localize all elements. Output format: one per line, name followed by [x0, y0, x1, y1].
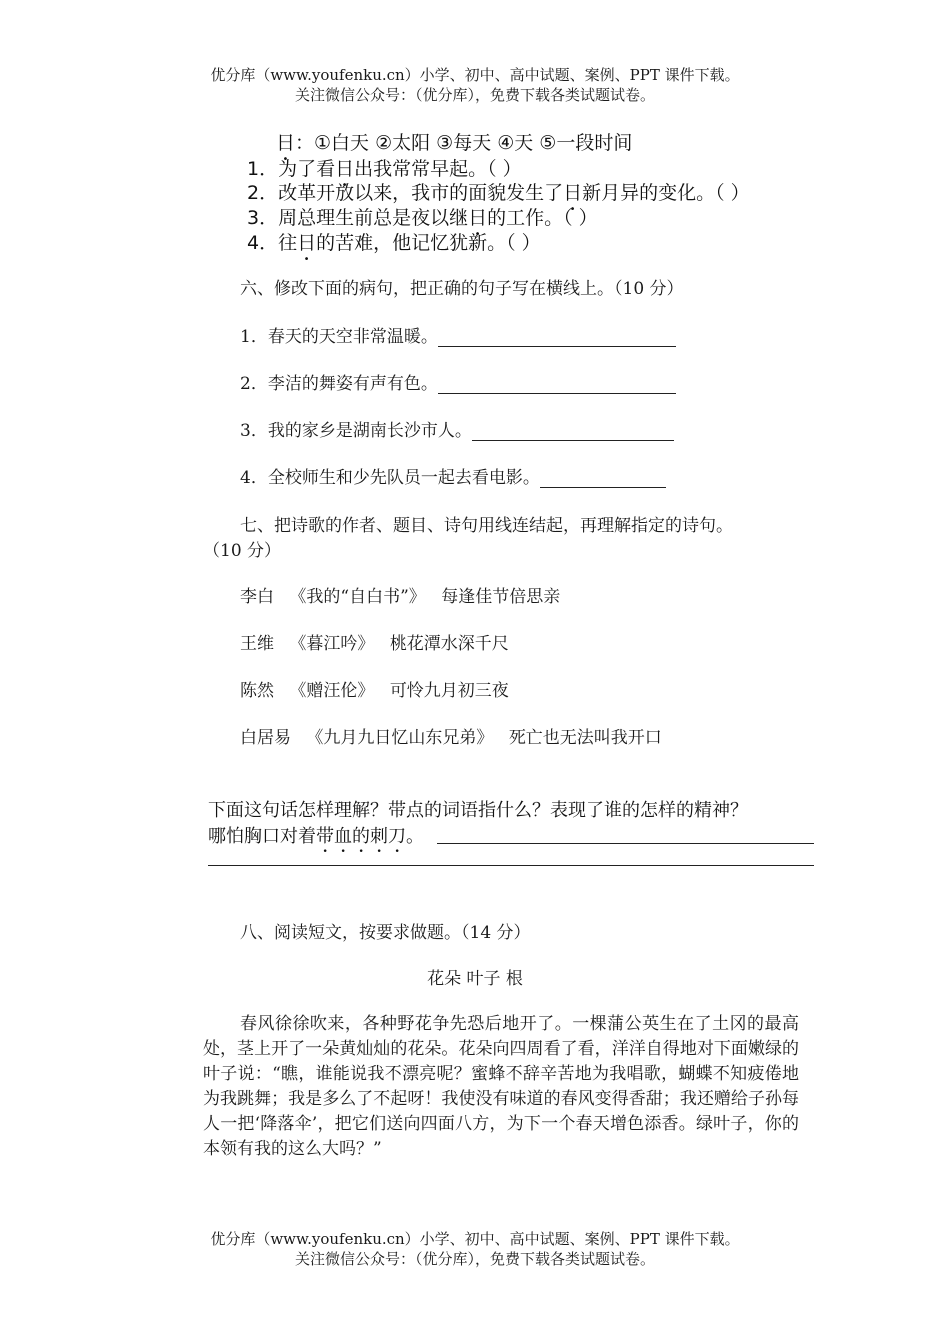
sentence-item: 3．我的家乡是湖南长沙市人。 [240, 416, 674, 441]
section6-title: 六、修改下面的病句，把正确的句子写在横线上。（10 分） [240, 279, 684, 299]
answer-line[interactable] [208, 865, 814, 866]
page-footer-line1: 优分库（www.youfenku.cn）小学、初中、高中试题、案例、PPT 课件下载。 [210, 1230, 740, 1248]
section7-score: （10 分） [203, 541, 282, 561]
poem-author: 白居易 [240, 728, 291, 748]
poem-row [240, 582, 560, 607]
answer-line[interactable] [540, 470, 666, 488]
poem-row [240, 723, 662, 748]
poem-author: 陈然 [240, 681, 274, 701]
poem-author: 王维 [240, 634, 274, 654]
poem-author: 李白 [240, 587, 274, 607]
poem-line: 桃花潭水深千尺 [389, 634, 509, 654]
page-header-line2: 关注微信公众号：（优分库），免费下载各类试题试卷。 [294, 86, 655, 104]
answer-line[interactable] [437, 843, 814, 844]
page-footer-line2: 关注微信公众号：（优分库），免费下载各类试题试卷。 [294, 1250, 655, 1268]
answer-line[interactable] [472, 423, 674, 441]
sentence-item: 2．李洁的舞姿有声有色。 [240, 369, 676, 394]
poem-line: 可怜九月初三夜 [389, 681, 509, 701]
answer-line[interactable] [438, 329, 676, 347]
poem-title: 《赠汪伦》 [289, 681, 375, 701]
target-word: 日 [276, 132, 296, 154]
dotted-words: 带血的刺刀 [316, 826, 406, 847]
meanings-list: ：①白天 ②太阳 ③每天 ④天 ⑤一段时间 [295, 132, 633, 154]
poem-line: 每逢佳节倍思亲 [441, 587, 561, 607]
poem-line: 死亡也无法叫我开口 [508, 728, 662, 748]
quoted-line: 哪怕胸口对着带血的刺刀。 [208, 826, 424, 847]
story-paragraph: 春风徐徐吹来，各种野花争先恐后地开了。一棵蒲公英生在了土冈的最高处，茎上开了一朵黄灿灿的花朵。花朵向四周看了看，洋洋自得地对下面嫩绿的叶子说：“瞧，谁能说我不漂亮呢？蜜蜂不辞辛苦地为我唱歌，蝴蝶不知疲倦地为我跳舞；我是多么了不起呀！我使没有味道的春风变得香甜；我还赠给子孙每人一把‘降落伞’，把它们送向四面八方，为下一个春天增色添香。绿叶子，你的本领有我的这么大吗？” [203, 1014, 799, 1159]
section8-title: 八、阅读短文，按要求做题。（14 分） [240, 923, 531, 943]
poem-row [240, 629, 509, 654]
poem-title: 《九月九日忆山东兄弟》 [306, 728, 494, 748]
poem-row [240, 676, 509, 701]
question-item: 4．往日的苦难，他记忆犹新。（ ） [247, 232, 541, 254]
sentence-item: 4．全校师生和少先队员一起去看电影。 [240, 463, 666, 488]
interpretation-question: 下面这句话怎样理解？带点的词语指什么？表现了谁的怎样的精神？ [208, 800, 748, 821]
question-item: 1．为了看日出我常常早起。（ ） [247, 158, 522, 180]
section7-title: 七、把诗歌的作者、题目、诗句用线连结起，再理解指定的诗句。 [240, 516, 733, 536]
poem-title: 《暮江吟》 [289, 634, 375, 654]
answer-line[interactable] [438, 376, 676, 394]
poem-title: 《我的“自白书”》 [289, 587, 426, 607]
sentence-item: 1．春天的天空非常温暖。 [240, 322, 676, 347]
story-title: 花朵 叶子 根 [427, 969, 523, 989]
page-header-line1: 优分库（www.youfenku.cn）小学、初中、高中试题、案例、PPT 课件下载。 [210, 66, 740, 84]
question-item: 2．改革开放以来，我市的面貌发生了日新月异的变化。（ ） [247, 182, 750, 204]
question-item: 3．周总理生前总是夜以继日的工作。（ ） [247, 207, 598, 229]
